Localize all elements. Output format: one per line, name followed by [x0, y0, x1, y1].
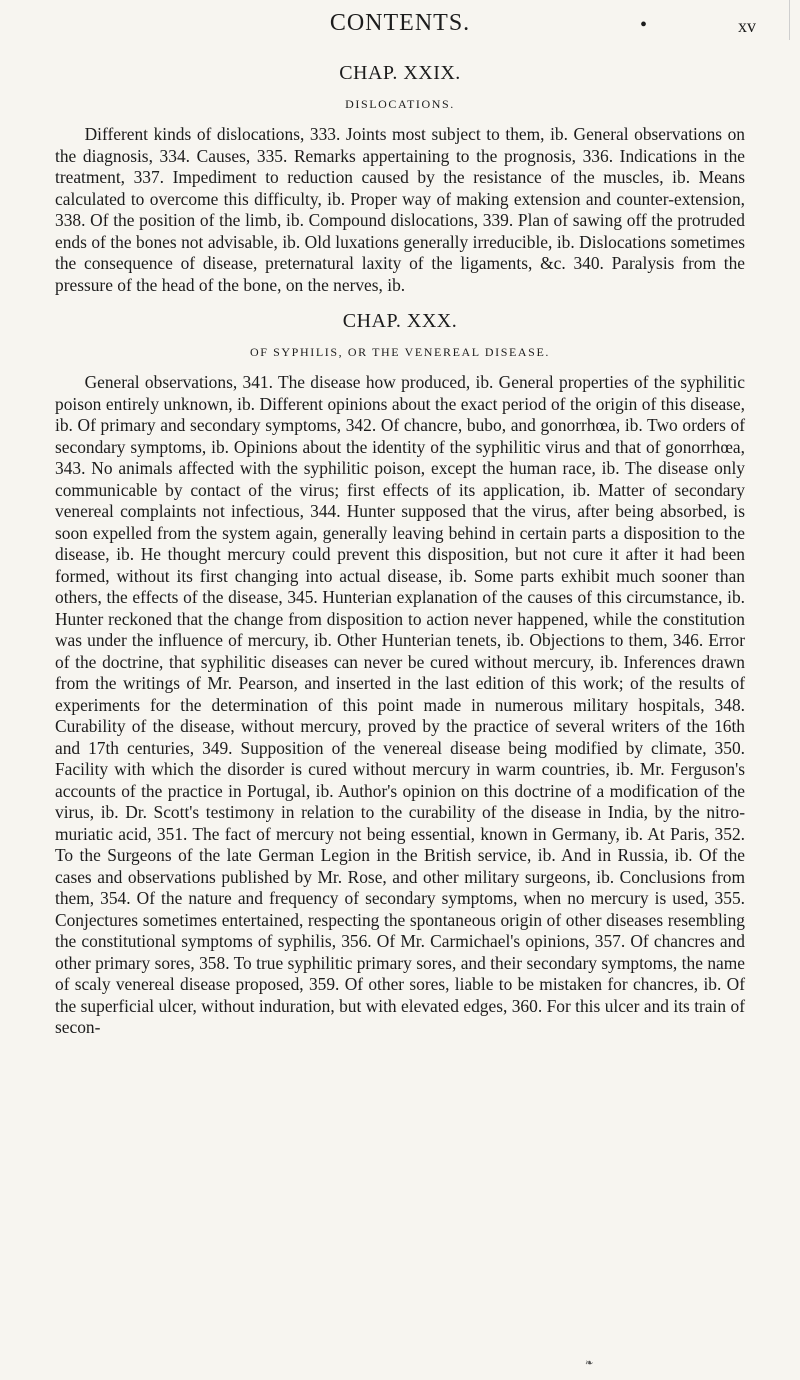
chapter-summary: General observations, 341. The disease how produced, ib. General properties of the syphilitic poison entirely unknown, ib. Different opinions about the exact period of the origin of this disease, ib. Of primary and secondary symptoms, 342. Of chancre, bubo, and gonorrhœa, ib. Two orders of secondary symptoms, ib. Opinions about the identity of the syphilitic virus and that of gonorrhœa, 343. No animals affected with the syphilitic poison, except the human race, ib. The disease only communicable by contact of the virus; first effects of its application, ib. Matter of secondary venereal complaints not infectious, 344. Hunter supposed that the virus, after being absorbed, is soon expelled from the system again, generally leaving behind in certain parts a disposition to the disease, ib. He thought mercury could prevent this disposition, but not cure it after it had been formed, without its first changing into actual disease, ib. Some parts exhibit much sooner than others, the effects of the disease, 345. Hunterian explanation of the causes of this circumstance, ib. Hunter reckoned that the change from disposition to action never happened, while the constitution was under the influence of mercury, ib. Other Hunterian tenets, ib. Objections to them, 346. Error of the doctrine, that syphilitic diseases can never be cured without mercury, ib. Inferences drawn from the writings of Mr. Pearson, and inserted in the last edition of this work; of the results of experiments for the determination of this point made in numerous military hospitals, 348. Curability of the disease, without mercury, proved by the practice of several writers of the 16th and 17th centuries, 349. Supposition of the venereal disease being modified by climate, 350. Facility with which the disorder is cured without mercury in warm countries, ib. Mr. Ferguson's accounts of the practice in Portugal, ib. Author's opinion on this doctrine of a modification of the virus, ib. Dr. Scott's testimony in relation to the curability of the disease in India, by the nitro-muriatic acid, 351. The fact of mercury not being essential, known in Germany, ib. At Paris, 352. To the Surgeons of the late German Legion in the British service, ib. And in Russia, ib. Of the cases and observations published by Mr. Rose, and other military surgeons, ib. Conclusions from them, 354. Of the nature and frequency of secondary symptoms, when no mercury is used, 355. Conjectures sometimes entertained, respecting the spontaneous origin of other diseases resembling the constitutional symptoms of syphilis, 356. Of Mr. Carmichael's opinions, 357. Of chancres and other primary sores, 358. To true syphilitic primary sores, and their secondary symptoms, the name of scaly venereal disease proposed, 359. Of other sores, liable to be mistaken for chancres, ib. Of the superficial ulcer, without induration, but with elevated edges, 360. For this ulcer and its train of secon- [55, 372, 745, 1037]
running-head [0, 10, 800, 50]
chapter-heading: CHAP. XXIX. [339, 62, 461, 84]
ornament-mark: ❧ [585, 1358, 594, 1369]
running-dot: • [640, 14, 648, 36]
chapter-subtitle: DISLOCATIONS. [345, 97, 455, 111]
chapter-29 [55, 62, 745, 296]
chapter-heading: CHAP. XXX. [342, 310, 458, 332]
chapter-summary: Different kinds of dislocations, 333. Joints most subject to them, ib. General observations on the diagnosis, 334. Causes, 335. Remarks appertaining to the prognosis, 336. Indications in the treatment, 337. Impediment to reduction caused by the resistance of the muscles, ib. Means calculated to overcome this difficulty, ib. Proper way of making extension and counter-extension, 338. Of the position of the limb, ib. Compound dislocations, 339. Plan of sawing off the protruded ends of the bones not advisable, ib. Old luxations generally irreducible, ib. Dislocations sometimes the consequence of disease, preternatural laxity of the ligaments, &c. 340. Paralysis from the pressure of the head of the bone, on the nerves, ib. [55, 124, 745, 295]
contents-body [55, 62, 745, 1053]
running-title: CONTENTS. [329, 10, 471, 36]
chapter-subtitle: OF SYPHILIS, OR THE VENEREAL DISEASE. [250, 345, 550, 359]
chapter-30 [55, 310, 745, 1039]
page-number: xv [738, 16, 756, 36]
